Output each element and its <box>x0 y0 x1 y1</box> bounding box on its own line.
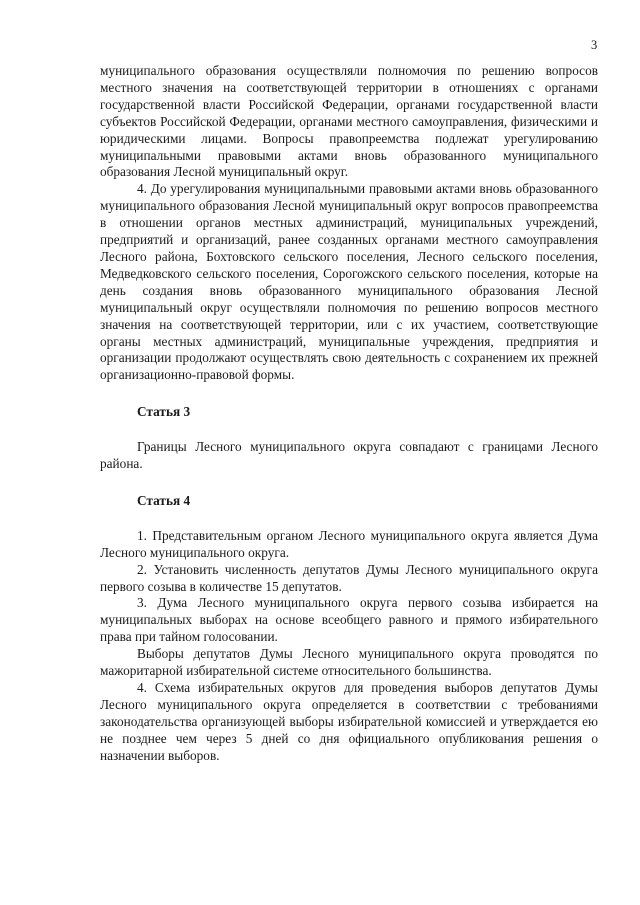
article-3-text: Границы Лесного муниципального округа совпадают с границами Лесного района. <box>100 439 598 472</box>
document-body <box>100 63 598 765</box>
article-3-heading: Статья 3 <box>137 404 191 420</box>
page-number: 3 <box>591 38 598 52</box>
article-4-item-1: 1. Представительным органом Лесного муниципального округа является Дума Лесного муниципального округа. <box>100 527 598 560</box>
article-4-item-3: 3. Дума Лесного муниципального округа первого созыва избирается на муниципальных выборах на основе всеобщего равного и прямого избирательного права при тайном голосовании. <box>100 595 598 645</box>
article-4-item-2: 2. Установить численность депутатов Думы Лесного муниципального округа первого созыва в количестве 15 депутатов. <box>100 561 598 594</box>
spacer <box>100 473 598 493</box>
paragraph-4: 4. До урегулирования муниципальными правовыми актами вновь образованного муниципального образования Лесной муниципальный округ вопросов правопреемства в отношении органов местных администраций, муниципальных учреждений, предприятий и организаций, ранее созданных органами местного самоуправления Лесного района, Бохтовского сельского поселения, Лесного сельского поселения, Медведковского сельского поселения, Сорогожского сельского поселения, которые на день создания вновь образованного муниципального образования Лесной муниципальный округ осуществляли полномочия по решению вопросов местного значения на соответствующей территории, или с их участием, соответствующие органы местных администраций, муниципальные учреждения, предприятия и организации продолжают осуществлять свою деятельность с сохранением их прежней организационно-правовой формы. <box>100 181 598 383</box>
article-4-item-4: 4. Схема избирательных округов для проведения выборов депутатов Думы Лесного муниципального округа определяется в соответствии с требованиями законодательства организующей выборы избирательной комиссией и утверждается ею не позднее чем через 5 дней со дня официального опубликования решения о назначении выборов. <box>100 680 598 763</box>
spacer <box>100 510 598 528</box>
spacer <box>100 384 598 404</box>
continuation-paragraph: муниципального образования осуществляли полномочия по решению вопросов местного значения на соответствующей территории в отношениях с органами государственной власти Российской Федерации, органами государственной власти субъектов Российской Федерации, органами местного самоуправления, физическими и юридическими лицами. Вопросы правопреемства подлежат урегулированию муниципальными правовыми актами вновь образованного муниципального образования Лесной муниципальный округ. <box>100 63 598 180</box>
article-4-item-3-continuation: Выборы депутатов Думы Лесного муниципального округа проводятся по мажоритарной избирательной системе относительного большинства. <box>100 646 598 679</box>
article-4-heading: Статья 4 <box>137 492 191 508</box>
spacer <box>100 421 598 439</box>
